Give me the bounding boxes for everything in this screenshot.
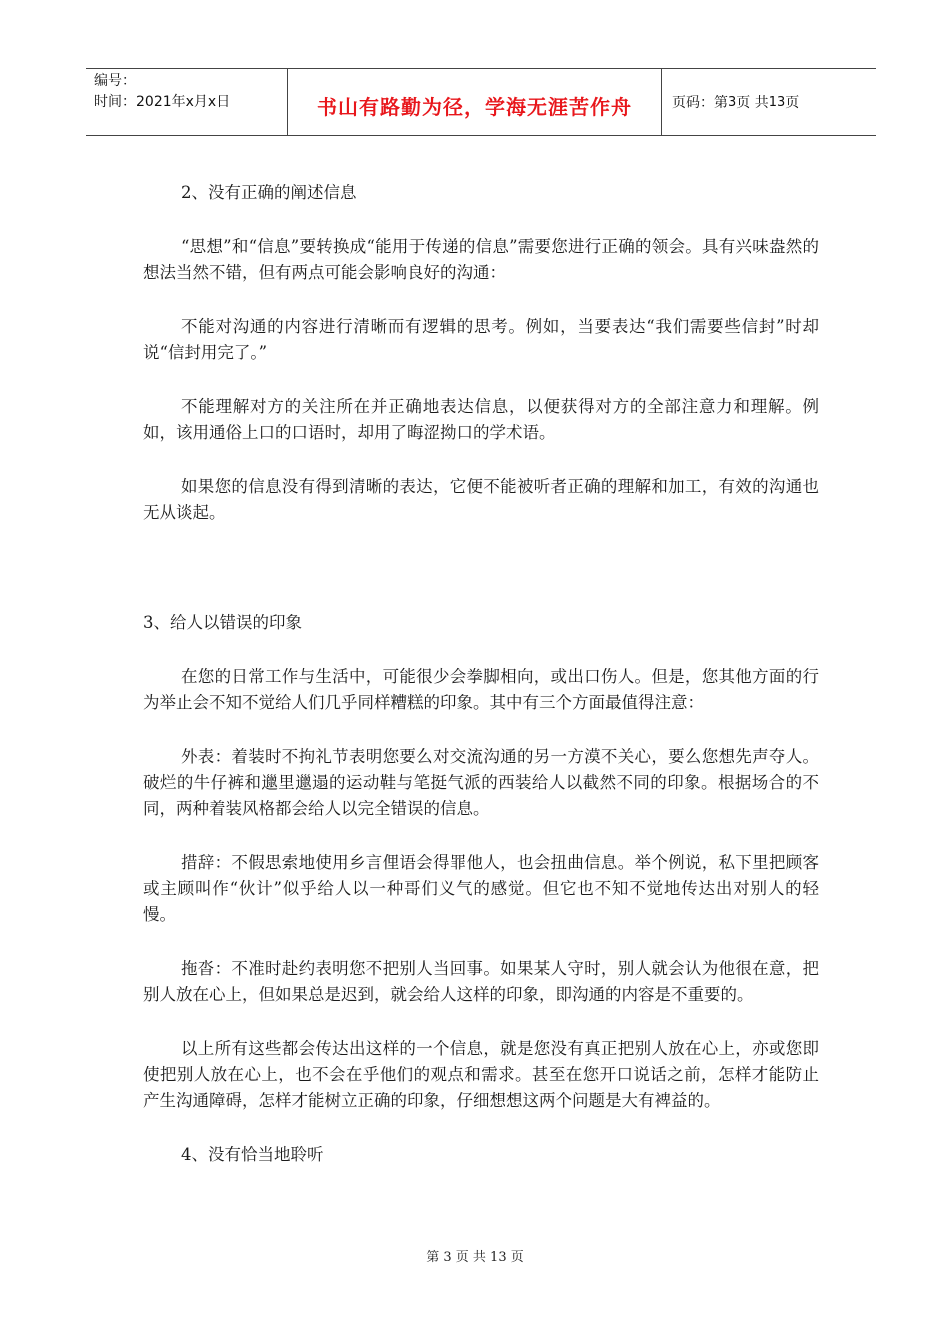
header-motto-cell <box>288 69 662 135</box>
page-total: 13 <box>768 94 786 110</box>
page-mid-label: 页 共 <box>736 95 769 111</box>
paragraph: 以上所有这些都会传达出这样的一个信息，就是您没有真正把别人放在心上，亦或您即使把别人放在心上，也不会在乎他们的观点和需求。甚至在您开口说话之前，怎样才能防止产生沟通障碍，怎样才能树立正确的印象，仔细想想这两个问题是大有裨益的。 <box>143 1039 819 1110</box>
document-body <box>143 180 819 1196</box>
header-page-cell <box>662 69 876 135</box>
paragraph: 如果您的信息没有得到清晰的表达，它便不能被听者正确的理解和加工，有效的沟通也无从谈起。 <box>143 477 819 522</box>
section-heading-3: 3、给人以错误的印象 <box>143 613 302 632</box>
date-label: 时间：2021年x月x日 <box>94 94 231 110</box>
paragraph: 外表：着装时不拘礼节表明您要么对交流沟通的另一方漠不关心，要么您想先声夺人。破烂的牛仔裤和邋里邋遢的运动鞋与笔挺气派的西装给人以截然不同的印象。根据场合的不同，两种着装风格都会给人以完全错误的信息。 <box>143 747 819 818</box>
section-heading-2: 2、没有正确的阐述信息 <box>181 183 357 202</box>
paragraph: 拖沓：不准时赴约表明您不把别人当回事。如果某人守时，别人就会认为他很在意，把别人放在心上，但如果总是迟到，就会给人这样的印象，即沟通的内容是不重要的。 <box>143 959 819 1004</box>
paragraph: 措辞：不假思索地使用乡言俚语会得罪他人，也会扭曲信息。举个例说，私下里把顾客或主顾叫作“伙计”似乎给人以一种哥们义气的感觉。但它也不知不觉地传达出对别人的轻慢。 <box>143 853 819 924</box>
serial-number-label: 编号： <box>94 73 136 89</box>
header-meta-cell <box>86 69 288 135</box>
page-header-table <box>86 68 876 136</box>
page-label: 页码：第 <box>672 95 728 111</box>
paragraph: 不能理解对方的关注所在并正确地表达信息，以便获得对方的全部注意力和理解。例如，该用通俗上口的口语时，却用了晦涩拗口的学术语。 <box>143 397 819 442</box>
section-gap <box>143 554 819 610</box>
section-heading-4: 4、没有恰当地聆听 <box>181 1145 324 1164</box>
paragraph: 不能对沟通的内容进行清晰而有逻辑的思考。例如，当要表达“我们需要些信封”时却说“信封用完了。” <box>143 317 819 362</box>
header-motto: 书山有路勤为径，学海无涯苦作舟 <box>317 94 632 119</box>
paragraph: “思想”和“信息”要转换成“能用于传递的信息”需要您进行正确的领会。具有兴味盎然的想法当然不错，但有两点可能会影响良好的沟通： <box>143 237 819 282</box>
paragraph: 在您的日常工作与生活中，可能很少会拳脚相向，或出口伤人。但是，您其他方面的行为举止会不知不觉给人们几乎同样糟糕的印象。其中有三个方面最值得注意： <box>143 667 819 712</box>
page-current: 3 <box>728 94 737 110</box>
page-footer: 第 3 页 共 13 页 <box>426 1250 524 1265</box>
page-suffix: 页 <box>785 95 800 111</box>
